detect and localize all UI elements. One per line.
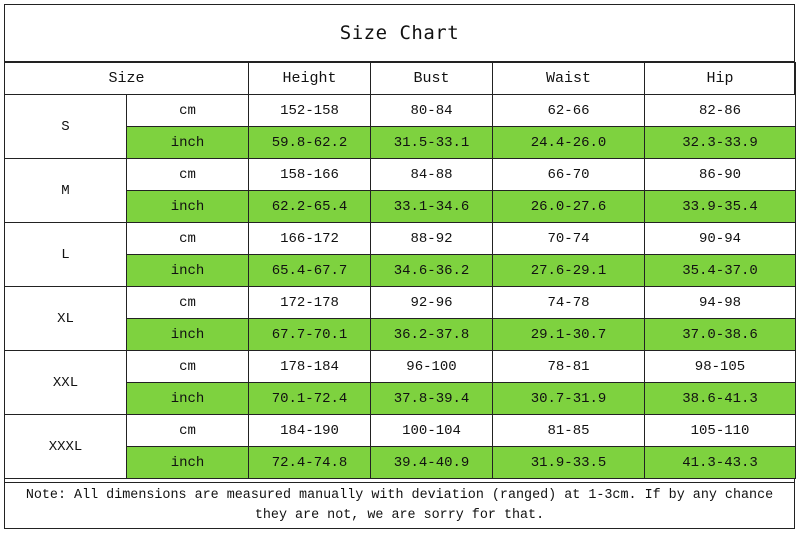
hip-cell: 98-105 xyxy=(645,351,796,383)
header-waist: Waist xyxy=(493,63,645,95)
waist-cell: 26.0-27.6 xyxy=(493,191,645,223)
unit-label: cm xyxy=(127,223,249,255)
height-cell: 158-166 xyxy=(249,159,371,191)
hip-cell: 33.9-35.4 xyxy=(645,191,796,223)
bust-cell: 37.8-39.4 xyxy=(371,383,493,415)
height-cell: 59.8-62.2 xyxy=(249,127,371,159)
unit-label: cm xyxy=(127,287,249,319)
waist-cell: 74-78 xyxy=(493,287,645,319)
size-label: L xyxy=(5,223,127,287)
header-row xyxy=(5,63,796,95)
unit-label: cm xyxy=(127,95,249,127)
height-cell: 152-158 xyxy=(249,95,371,127)
bust-cell: 36.2-37.8 xyxy=(371,319,493,351)
bust-cell: 31.5-33.1 xyxy=(371,127,493,159)
waist-cell: 70-74 xyxy=(493,223,645,255)
waist-cell: 29.1-30.7 xyxy=(493,319,645,351)
unit-label: cm xyxy=(127,351,249,383)
waist-cell: 31.9-33.5 xyxy=(493,447,645,479)
unit-label: inch xyxy=(127,447,249,479)
bust-cell: 80-84 xyxy=(371,95,493,127)
unit-label: inch xyxy=(127,191,249,223)
bust-cell: 92-96 xyxy=(371,287,493,319)
header-bust: Bust xyxy=(371,63,493,95)
height-cell: 72.4-74.8 xyxy=(249,447,371,479)
unit-label: inch xyxy=(127,255,249,287)
hip-cell: 37.0-38.6 xyxy=(645,319,796,351)
hip-cell: 94-98 xyxy=(645,287,796,319)
table-row xyxy=(5,95,796,127)
unit-label: inch xyxy=(127,383,249,415)
hip-cell: 35.4-37.0 xyxy=(645,255,796,287)
bust-cell: 96-100 xyxy=(371,351,493,383)
hip-cell: 38.6-41.3 xyxy=(645,383,796,415)
header-hip: Hip xyxy=(645,63,796,95)
size-label: XXXL xyxy=(5,415,127,479)
bust-cell: 33.1-34.6 xyxy=(371,191,493,223)
height-cell: 184-190 xyxy=(249,415,371,447)
header-size: Size xyxy=(5,63,249,95)
size-label: XXL xyxy=(5,351,127,415)
bust-cell: 39.4-40.9 xyxy=(371,447,493,479)
height-cell: 166-172 xyxy=(249,223,371,255)
hip-cell: 90-94 xyxy=(645,223,796,255)
bust-cell: 88-92 xyxy=(371,223,493,255)
table-row xyxy=(5,223,796,255)
size-label: XL xyxy=(5,287,127,351)
size-chart-body xyxy=(5,95,796,479)
bust-cell: 84-88 xyxy=(371,159,493,191)
bust-cell: 34.6-36.2 xyxy=(371,255,493,287)
size-label: S xyxy=(5,95,127,159)
measurement-note: Note: All dimensions are measured manually with deviation (ranged) at 1-3cm. If by any chance they are not, we are sorry for that. xyxy=(4,482,795,529)
waist-cell: 24.4-26.0 xyxy=(493,127,645,159)
header-height: Height xyxy=(249,63,371,95)
table-row xyxy=(5,415,796,447)
unit-label: inch xyxy=(127,319,249,351)
height-cell: 178-184 xyxy=(249,351,371,383)
page-title: Size Chart xyxy=(4,4,795,62)
height-cell: 62.2-65.4 xyxy=(249,191,371,223)
table-row xyxy=(5,351,796,383)
waist-cell: 81-85 xyxy=(493,415,645,447)
hip-cell: 105-110 xyxy=(645,415,796,447)
unit-label: inch xyxy=(127,127,249,159)
waist-cell: 30.7-31.9 xyxy=(493,383,645,415)
height-cell: 67.7-70.1 xyxy=(249,319,371,351)
table-row xyxy=(5,159,796,191)
size-label: M xyxy=(5,159,127,223)
size-chart-table xyxy=(4,62,796,479)
height-cell: 172-178 xyxy=(249,287,371,319)
bust-cell: 100-104 xyxy=(371,415,493,447)
height-cell: 65.4-67.7 xyxy=(249,255,371,287)
hip-cell: 32.3-33.9 xyxy=(645,127,796,159)
waist-cell: 62-66 xyxy=(493,95,645,127)
waist-cell: 66-70 xyxy=(493,159,645,191)
table-row xyxy=(5,287,796,319)
waist-cell: 27.6-29.1 xyxy=(493,255,645,287)
height-cell: 70.1-72.4 xyxy=(249,383,371,415)
unit-label: cm xyxy=(127,415,249,447)
hip-cell: 41.3-43.3 xyxy=(645,447,796,479)
hip-cell: 86-90 xyxy=(645,159,796,191)
unit-label: cm xyxy=(127,159,249,191)
hip-cell: 82-86 xyxy=(645,95,796,127)
waist-cell: 78-81 xyxy=(493,351,645,383)
